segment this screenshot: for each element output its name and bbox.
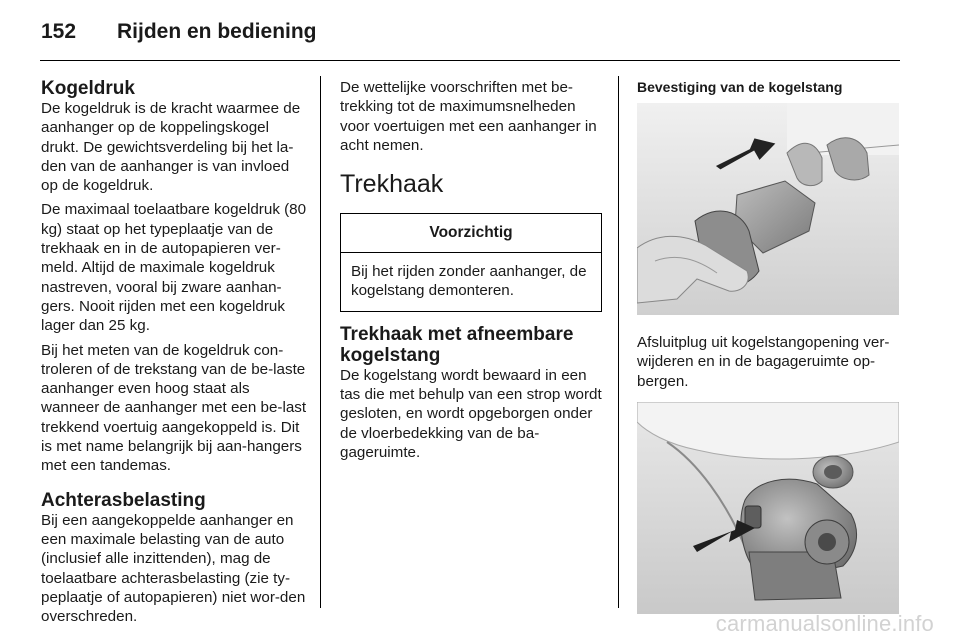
- caution-text: Bij het rijden zonder aanhanger, de kogelstang demonteren.: [351, 263, 587, 300]
- column-3: [637, 78, 905, 614]
- column-divider-left: [320, 76, 321, 608]
- paragraph-kogeldruk-2: De maximaal toelaatbare kogeldruk (80 kg) staat op het typeplaatje van de trekhaak en in de autopapieren ver-meld. Altijd de maximale kogeldruk nastreven, vooral bij zware aanhan-gers. Nooit rijden met een kogeldruk lager dan 25 kg.: [41, 201, 307, 335]
- column-1: [41, 78, 309, 631]
- heading-kogeldruk: Kogeldruk: [41, 78, 135, 99]
- figure-ball-bar-mounting: [637, 103, 899, 315]
- caution-title: Voorzichtig: [341, 214, 601, 253]
- caution-box: [340, 213, 602, 312]
- paragraph-kogeldruk-3: Bij het meten van de kogeldruk con-troleren of de trekstang van de be-laste aanhanger even hoog staat als wanneer de aanhanger met een be-last trekkend voertuig aangekoppeld is. Dit is met name belangrijk bij aan-hangers met een tandemas.: [41, 341, 307, 475]
- heading-afneembare-kogelstang: Trekhaak met afneembare kogelstang: [340, 323, 574, 366]
- watermark: carmanualsonline.info: [715, 611, 934, 636]
- paragraph-speed-regulations: De wettelijke voorschriften met be-trekking tot de maximumsnelheden voor voertuigen met een aanhanger in acht nemen.: [340, 79, 597, 154]
- column-2: [340, 78, 608, 467]
- figure-ball-bar-opening: [637, 402, 899, 614]
- column-divider-right: [618, 76, 619, 608]
- heading-trekhaak: Trekhaak: [340, 170, 444, 199]
- heading-achterasbelasting: Achterasbelasting: [41, 489, 206, 511]
- chapter-title: Rijden en bediening: [117, 20, 317, 43]
- paragraph-afneembare-kogelstang: De kogelstang wordt bewaard in een tas die met behulp van een strop wordt gesloten, en wordt opgeborgen onder de vloerbedekking van de ba-gageruimte.: [340, 366, 602, 461]
- paragraph-achterasbelasting: Bij een aangekoppelde aanhanger en een maximale belasting van de auto (inclusief alle inzittenden), mag de toelaatbare achterasbelasting (zie ty-peplaatje of autopapieren) niet wor-den overschreden.: [41, 511, 306, 626]
- ball-bar-opening-illustration: [637, 402, 899, 614]
- page-header: [41, 20, 317, 50]
- page-number: 152: [41, 20, 77, 43]
- caption-bevestiging: Bevestiging van de kogelstang: [637, 79, 843, 95]
- header-rule: [40, 60, 900, 61]
- ball-bar-removal-illustration: [637, 103, 899, 315]
- paragraph-kogeldruk-1: De kogeldruk is de kracht waarmee de aanhanger op de koppelingskogel drukt. De gewichtsverdeling bij het la-den van de aanhanger is van invloed op de kogeldruk.: [41, 100, 301, 195]
- paragraph-afsluitplug: Afsluitplug uit kogelstangopening ver-wijderen en in de bagageruimte op-bergen.: [637, 334, 890, 390]
